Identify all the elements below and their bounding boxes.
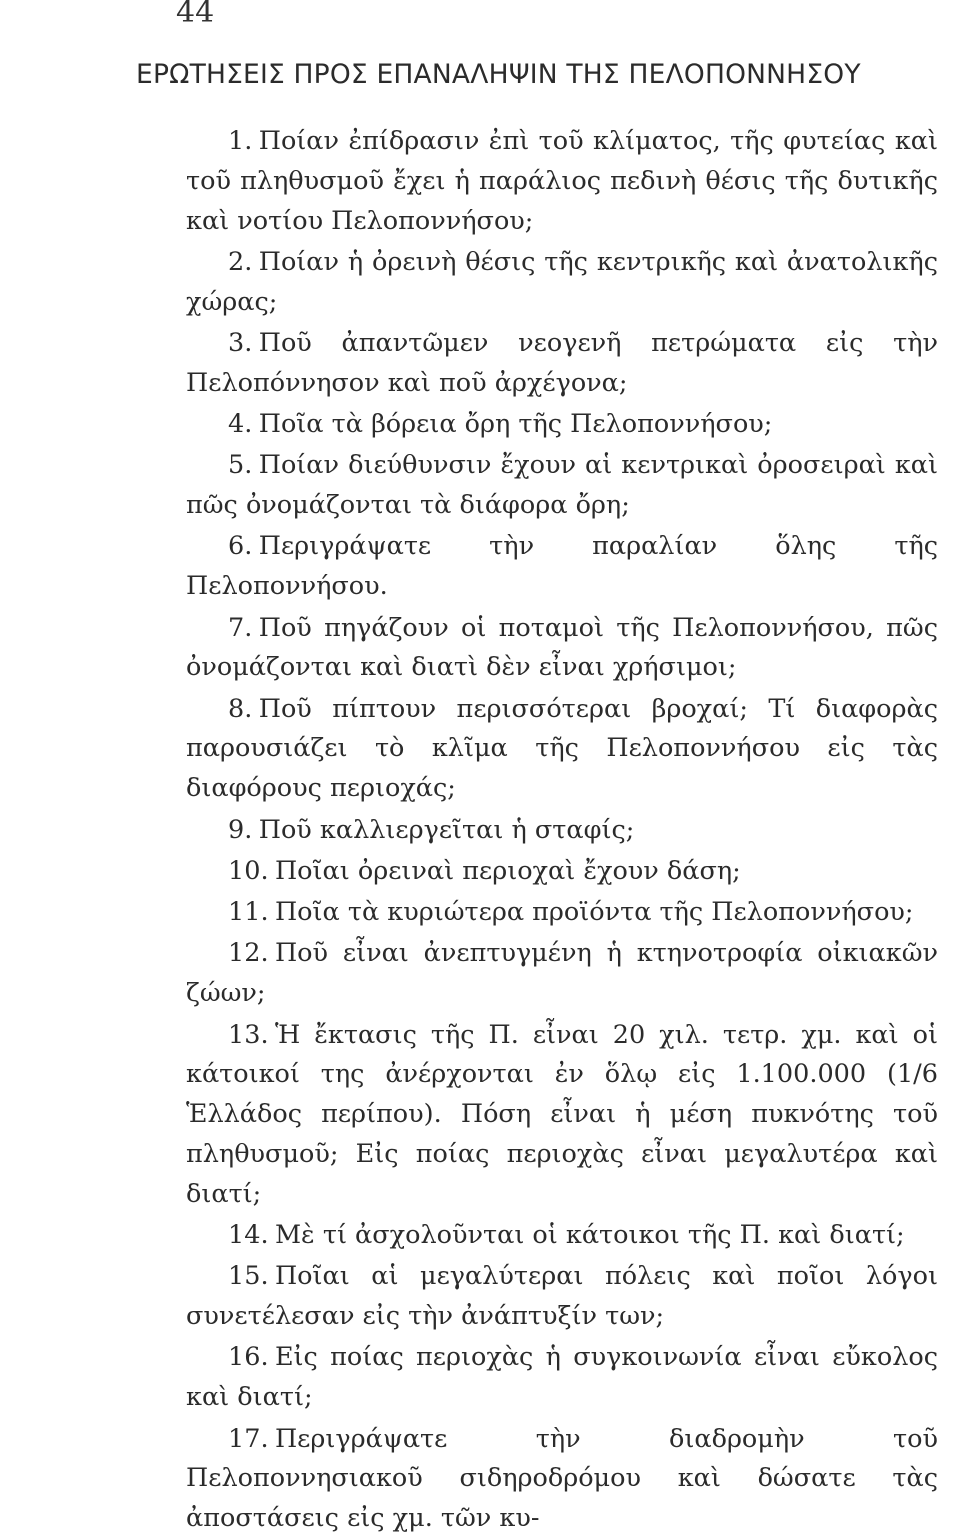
- question-number: 3.: [228, 327, 253, 358]
- question-number: 16.: [228, 1342, 269, 1373]
- question-item: [186, 690, 938, 809]
- question-text: Ποίαν διεύθυνσιν ἔχουν αἱ κεντρικαὶ ὀροσειραὶ καὶ πῶς ὀνομάζονται τὰ διάφορα ὄρη;: [186, 450, 938, 521]
- question-text: Ἡ ἔκτασις τῆς Π. εἶναι 20 χιλ. τετρ. χμ. καὶ οἱ κάτοικοί της ἀνέρχονται ἐν ὅλῳ εἰς 1.100.000 (1/6 Ἑλλάδος περίπου). Πόση εἶναι ἡ μέση πυκνότης τοῦ πληθυσμοῦ; Εἰς ποίας περιοχὰς εἶναι μεγαλυτέρα καὶ διατί;: [186, 1019, 938, 1209]
- question-item: [186, 1338, 938, 1418]
- question-text: Ποίαν ἡ ὀρεινὴ θέσις τῆς κεντρικῆς καὶ ἀνατολικῆς χώρας;: [186, 246, 938, 317]
- question-text: Περιγράψατε τὴν παραλίαν ὅλης τῆς Πελοποννήσου.: [186, 531, 938, 602]
- question-text: Ποῦ ἀπαντῶμεν νεογενῆ πετρώματα εἰς τὴν Πελοπόννησον καὶ ποῦ ἀρχέγονα;: [186, 327, 938, 398]
- question-number: 7.: [228, 612, 253, 643]
- question-item: [186, 934, 938, 1014]
- question-text: Ποῖαι ὀρειναὶ περιοχαὶ ἔχουν δάση;: [274, 855, 741, 886]
- question-number: 8.: [228, 693, 253, 724]
- question-item: [186, 1016, 938, 1215]
- question-text: Ποῖαι αἱ μεγαλύτεραι πόλεις καὶ ποῖοι λόγοι συνετέλεσαν εἰς τὴν ἀνάπτυξίν των;: [186, 1261, 938, 1332]
- question-item: [186, 1257, 938, 1337]
- question-number: 15.: [228, 1261, 269, 1292]
- question-text: Ποῦ πίπτουν περισσότεραι βροχαί; Τί διαφορὰς παρουσιάζει τὸ κλῖμα τῆς Πελοποννήσου εἰς τὰς διαφόρους περιοχάς;: [186, 693, 938, 804]
- question-number: 2.: [228, 246, 253, 277]
- page-heading: ΕΡΩΤΗΣΕΙΣ ΠΡΟΣ ΕΠΑΝΑΛΗΨΙΝ ΤΗΣ ΠΕΛΟΠΟΝΝΗΣΟΥ: [136, 59, 861, 90]
- question-text: Ποῖα τὰ κυριώτερα προϊόντα τῆς Πελοποννήσου;: [274, 897, 914, 928]
- question-item: [186, 1216, 938, 1256]
- question-item: [186, 122, 938, 241]
- question-item: [186, 893, 938, 933]
- question-text: Ποῖα τὰ βόρεια ὄρη τῆς Πελοποννήσου;: [258, 409, 773, 440]
- question-item: [186, 324, 938, 404]
- question-number: 6.: [228, 531, 253, 562]
- question-number: 10.: [228, 855, 269, 886]
- question-text: Ποίαν ἐπίδρασιν ἐπὶ τοῦ κλίματος, τῆς φυτείας καὶ τοῦ πληθυσμοῦ ἔχει ἡ παράλιος πεδινὴ θέσις τῆς δυτικῆς καὶ νοτίου Πελοποννήσου;: [186, 126, 938, 236]
- question-number: 14.: [228, 1220, 269, 1251]
- question-text: Περιγράψατε τὴν διαδρομὴν τοῦ Πελοποννησιακοῦ σιδηροδρόμου καὶ δώσατε τὰς ἀποστάσεις εἰς χμ. τῶν κυ-: [186, 1423, 938, 1534]
- question-number: 13.: [228, 1019, 269, 1050]
- question-item: [186, 243, 938, 323]
- question-item: [186, 852, 938, 892]
- question-number: 5.: [228, 450, 253, 481]
- question-item: [186, 405, 938, 445]
- question-item: [186, 1420, 938, 1539]
- question-item: [186, 811, 938, 851]
- question-number: 11.: [228, 897, 269, 928]
- question-list: [186, 122, 938, 1540]
- question-text: Ποῦ πηγάζουν οἱ ποταμοὶ τῆς Πελοποννήσου, πῶς ὀνομάζονται καὶ διατὶ δὲν εἶναι χρήσιμοι;: [186, 612, 938, 683]
- question-item: [186, 527, 938, 607]
- question-item: [186, 609, 938, 689]
- question-item: [186, 446, 938, 526]
- question-number: 17.: [228, 1423, 269, 1454]
- question-text: Εἰς ποίας περιοχὰς ἡ συγκοινωνία εἶναι εὔκολος καὶ διατί;: [186, 1342, 938, 1413]
- question-number: 4.: [228, 409, 253, 440]
- question-text: Ποῦ εἶναι ἀνεπτυγμένη ἡ κτηνοτροφία οἰκιακῶν ζώων;: [186, 938, 938, 1009]
- question-number: 9.: [228, 814, 253, 845]
- question-number: 12.: [228, 938, 269, 969]
- question-text: Μὲ τί ἀσχολοῦνται οἱ κάτοικοι τῆς Π. καὶ διατί;: [274, 1220, 905, 1251]
- page-number: 44: [176, 0, 215, 30]
- question-text: Ποῦ καλλιεργεῖται ἡ σταφίς;: [258, 814, 635, 845]
- question-number: 1.: [228, 126, 253, 156]
